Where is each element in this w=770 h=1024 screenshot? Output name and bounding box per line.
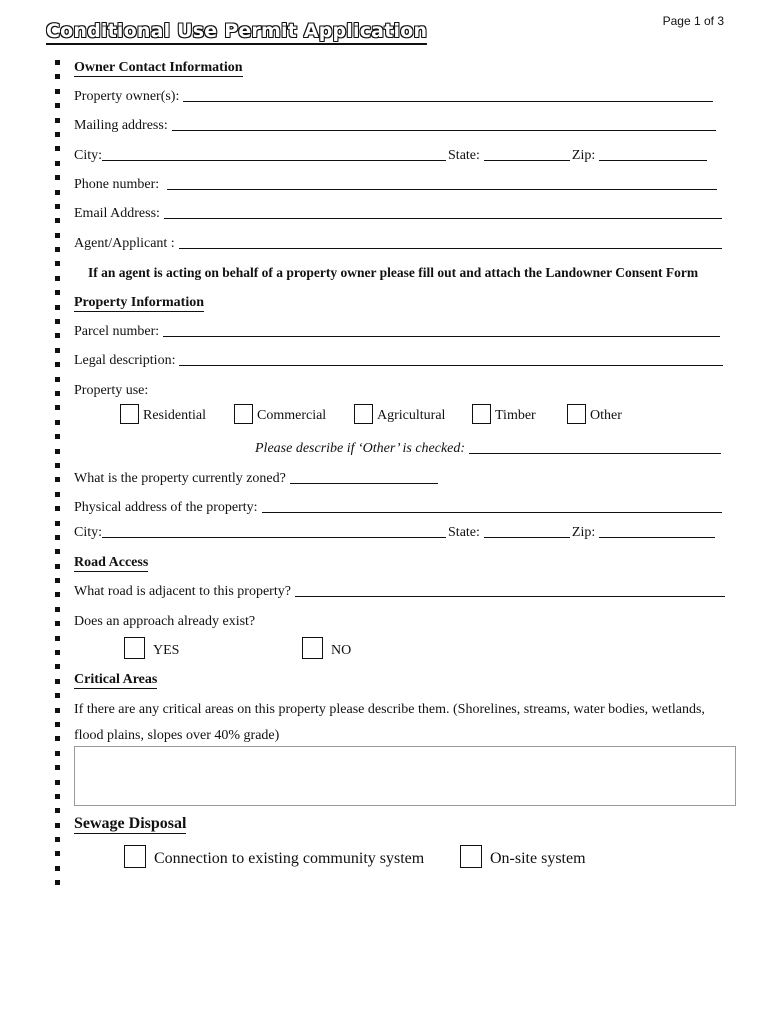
- margin-bullet: [55, 449, 60, 454]
- field-other-describe[interactable]: [469, 452, 721, 454]
- margin-bullet: [55, 204, 60, 209]
- margin-bullets: [55, 60, 61, 895]
- field-parcel-number[interactable]: [163, 335, 720, 337]
- margin-bullet: [55, 74, 60, 79]
- label-physical-address: Physical address of the property:: [74, 500, 258, 515]
- field-email[interactable]: [164, 217, 722, 219]
- margin-bullet: [55, 607, 60, 612]
- section-heading-critical: Critical Areas: [74, 672, 158, 687]
- margin-bullet: [55, 564, 60, 569]
- label-property-zip: Zip:: [571, 525, 596, 540]
- label-parcel-number: Parcel number:: [74, 324, 160, 339]
- field-adjacent-road[interactable]: [295, 595, 725, 597]
- margin-bullet: [55, 146, 60, 151]
- margin-bullet: [55, 592, 60, 597]
- label-property-use: Property use:: [74, 383, 149, 398]
- field-city[interactable]: [102, 159, 446, 161]
- margin-bullet: [55, 60, 60, 65]
- margin-bullet: [55, 621, 60, 626]
- margin-bullet: [55, 506, 60, 511]
- label-current-zoning: What is the property currently zoned?: [74, 471, 286, 486]
- margin-bullet: [55, 837, 60, 842]
- label-agent: Agent/Applicant :: [74, 236, 175, 251]
- margin-bullet: [55, 261, 60, 266]
- section-heading-road: Road Access: [74, 555, 149, 570]
- margin-bullet: [55, 851, 60, 856]
- field-current-zoning[interactable]: [290, 482, 438, 484]
- field-state[interactable]: [484, 159, 570, 161]
- margin-bullet: [55, 89, 60, 94]
- checkbox-commercial[interactable]: [234, 404, 253, 424]
- margin-bullet: [55, 333, 60, 338]
- label-adjacent-road: What road is adjacent to this property?: [74, 584, 291, 599]
- margin-bullet: [55, 362, 60, 367]
- margin-bullet: [55, 319, 60, 324]
- margin-bullet: [55, 276, 60, 281]
- margin-bullet: [55, 650, 60, 655]
- label-yes: YES: [153, 643, 180, 658]
- label-zip: Zip:: [571, 148, 596, 163]
- margin-bullet: [55, 233, 60, 238]
- checkbox-residential[interactable]: [120, 404, 139, 424]
- label-other: Other: [590, 408, 622, 423]
- margin-bullet: [55, 521, 60, 526]
- margin-bullet: [55, 664, 60, 669]
- margin-bullet: [55, 866, 60, 871]
- margin-bullet: [55, 391, 60, 396]
- critical-areas-textarea[interactable]: [74, 746, 736, 806]
- critical-prompt-line1: If there are any critical areas on this property please describe them. (Shorelines, streams, water bodies, wetlands,: [74, 702, 705, 717]
- margin-bullet: [55, 132, 60, 137]
- label-timber: Timber: [495, 408, 536, 423]
- label-residential: Residential: [143, 408, 206, 423]
- label-property-city: City:: [74, 525, 103, 540]
- margin-bullet: [55, 880, 60, 885]
- label-no: NO: [331, 643, 352, 658]
- margin-bullet: [55, 823, 60, 828]
- form-title: Conditional Use Permit Application: [46, 20, 427, 45]
- margin-bullet: [55, 477, 60, 482]
- margin-bullet: [55, 405, 60, 410]
- agent-consent-note: If an agent is acting on behalf of a property owner please fill out and attach the Landowner Consent Form: [88, 265, 699, 280]
- margin-bullet: [55, 535, 60, 540]
- critical-prompt-line2: flood plains, slopes over 40% grade): [74, 728, 280, 743]
- margin-bullet: [55, 434, 60, 439]
- margin-bullet: [55, 377, 60, 382]
- label-other-describe: Please describe if ‘Other’ is checked:: [255, 441, 466, 456]
- field-legal-description[interactable]: [179, 364, 723, 366]
- label-phone: Phone number:: [74, 177, 160, 192]
- field-mailing-address[interactable]: [172, 129, 716, 131]
- page-number: Page 1 of 3: [662, 14, 724, 28]
- field-property-city[interactable]: [102, 536, 446, 538]
- checkbox-agricultural[interactable]: [354, 404, 373, 424]
- margin-bullet: [55, 161, 60, 166]
- checkbox-onsite-system[interactable]: [460, 845, 482, 868]
- margin-bullet: [55, 794, 60, 799]
- label-approach-exists: Does an approach already exist?: [74, 614, 256, 629]
- section-heading-owner: Owner Contact Information: [74, 60, 243, 75]
- margin-bullet: [55, 636, 60, 641]
- margin-bullet: [55, 305, 60, 310]
- field-property-zip[interactable]: [599, 536, 715, 538]
- label-onsite-system: On-site system: [490, 850, 586, 867]
- margin-bullet: [55, 693, 60, 698]
- label-property-owner: Property owner(s):: [74, 89, 180, 104]
- section-heading-property: Property Information: [74, 295, 204, 310]
- section-heading-sewage: Sewage Disposal: [74, 815, 187, 832]
- margin-bullet: [55, 348, 60, 353]
- field-phone[interactable]: [167, 188, 717, 190]
- checkbox-approach-no[interactable]: [302, 637, 323, 659]
- label-legal-description: Legal description:: [74, 353, 176, 368]
- margin-bullet: [55, 175, 60, 180]
- margin-bullet: [55, 679, 60, 684]
- label-property-state: State:: [448, 525, 480, 540]
- margin-bullet: [55, 247, 60, 252]
- label-commercial: Commercial: [257, 408, 327, 423]
- margin-bullet: [55, 103, 60, 108]
- margin-bullet: [55, 780, 60, 785]
- margin-bullet: [55, 549, 60, 554]
- label-email: Email Address:: [74, 206, 160, 221]
- checkbox-approach-yes[interactable]: [124, 637, 145, 659]
- label-community-system: Connection to existing community system: [154, 850, 425, 867]
- margin-bullet: [55, 290, 60, 295]
- field-property-state[interactable]: [484, 536, 570, 538]
- checkbox-community-system[interactable]: [124, 845, 146, 868]
- checkbox-timber[interactable]: [472, 404, 491, 424]
- field-physical-address[interactable]: [262, 511, 722, 513]
- margin-bullet: [55, 463, 60, 468]
- label-city: City:: [74, 148, 103, 163]
- field-agent[interactable]: [179, 247, 722, 249]
- label-state: State:: [448, 148, 480, 163]
- margin-bullet: [55, 722, 60, 727]
- margin-bullet: [55, 808, 60, 813]
- margin-bullet: [55, 765, 60, 770]
- checkbox-other[interactable]: [567, 404, 586, 424]
- margin-bullet: [55, 492, 60, 497]
- field-property-owner[interactable]: [183, 100, 713, 102]
- margin-bullet: [55, 218, 60, 223]
- margin-bullet: [55, 736, 60, 741]
- margin-bullet: [55, 751, 60, 756]
- margin-bullet: [55, 118, 60, 123]
- field-zip[interactable]: [599, 159, 707, 161]
- margin-bullet: [55, 708, 60, 713]
- margin-bullet: [55, 420, 60, 425]
- margin-bullet: [55, 190, 60, 195]
- label-agricultural: Agricultural: [377, 408, 446, 423]
- label-mailing-address: Mailing address:: [74, 118, 168, 133]
- margin-bullet: [55, 578, 60, 583]
